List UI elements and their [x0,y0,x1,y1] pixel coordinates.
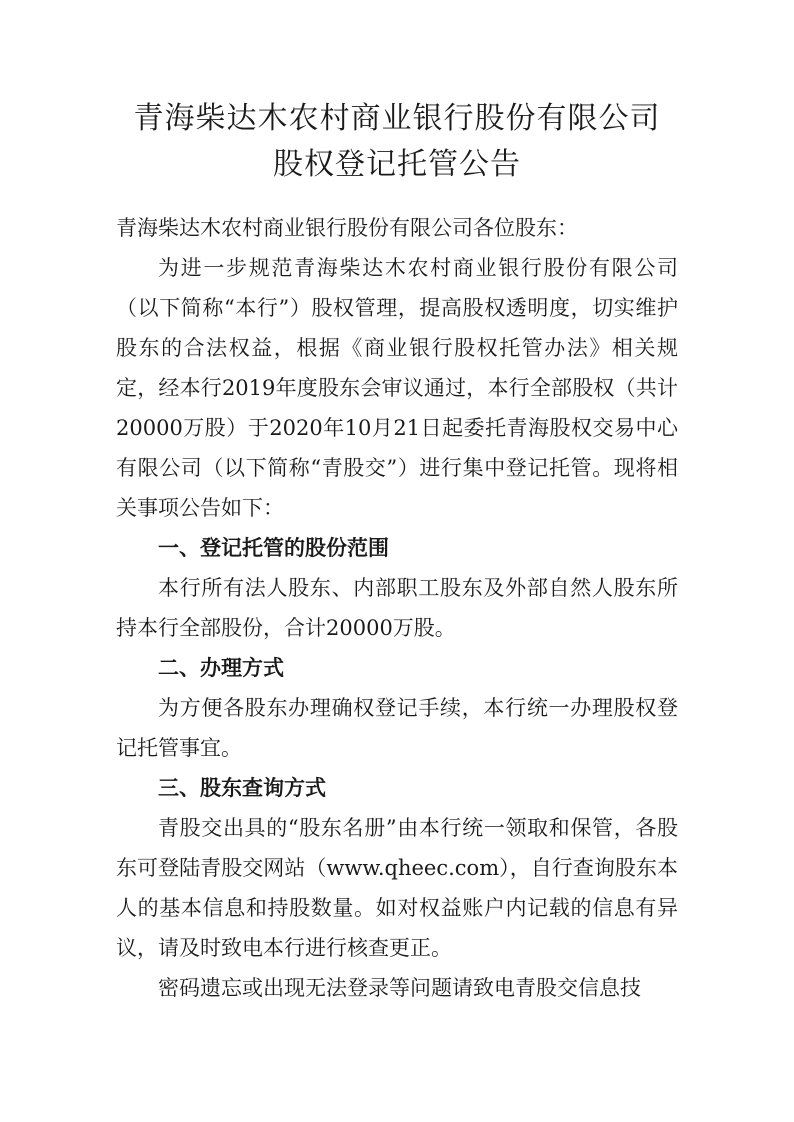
intro-paragraph: 为进一步规范青海柴达木农村商业银行股份有限公司（以下简称“本行”）股权管理，提高股权透明度，切实维护股东的合法权益，根据《商业银行股权托管办法》相关规定，经本行2019年度股东会审议通过，本行全部股权（共计20000万股）于2020年10月21日起委托青海股权交易中心有限公司（以下简称“青股交”）进行集中登记托管。现将相关事项公告如下： [116,256,678,520]
salutation: 青海柴达木农村商业银行股份有限公司各位股东： [116,216,578,240]
section-heading-2: 二、办理方式 [158,656,284,680]
title-line-2: 股权登记托管公告 [273,147,521,182]
section-1-paragraph-1: 本行所有法人股东、内部职工股东及外部自然人股东所持本行全部股份，合计20000万股。 [116,576,678,640]
section-heading-3: 三、股东查询方式 [158,776,326,800]
title-line-1: 青海柴达木农村商业银行股份有限公司 [133,101,661,136]
section-2-paragraph-1: 为方便各股东办理确权登记手续，本行统一办理股权登记托管事宜。 [116,696,678,760]
section-3-paragraph-2: 密码遗忘或出现无法登录等问题请致电青股交信息技 [158,976,641,1000]
document-title [116,96,678,188]
section-heading-1: 一、登记托管的股份范围 [158,536,389,560]
section-3-paragraph-1: 青股交出具的“股东名册”由本行统一领取和保管，各股东可登陆青股交网站（www.qheec.com），自行查询股东本人的基本信息和持股数量。如对权益账户内记载的信息有异议，请及时致电本行进行核查更正。 [116,816,678,960]
document-body [116,208,678,1008]
